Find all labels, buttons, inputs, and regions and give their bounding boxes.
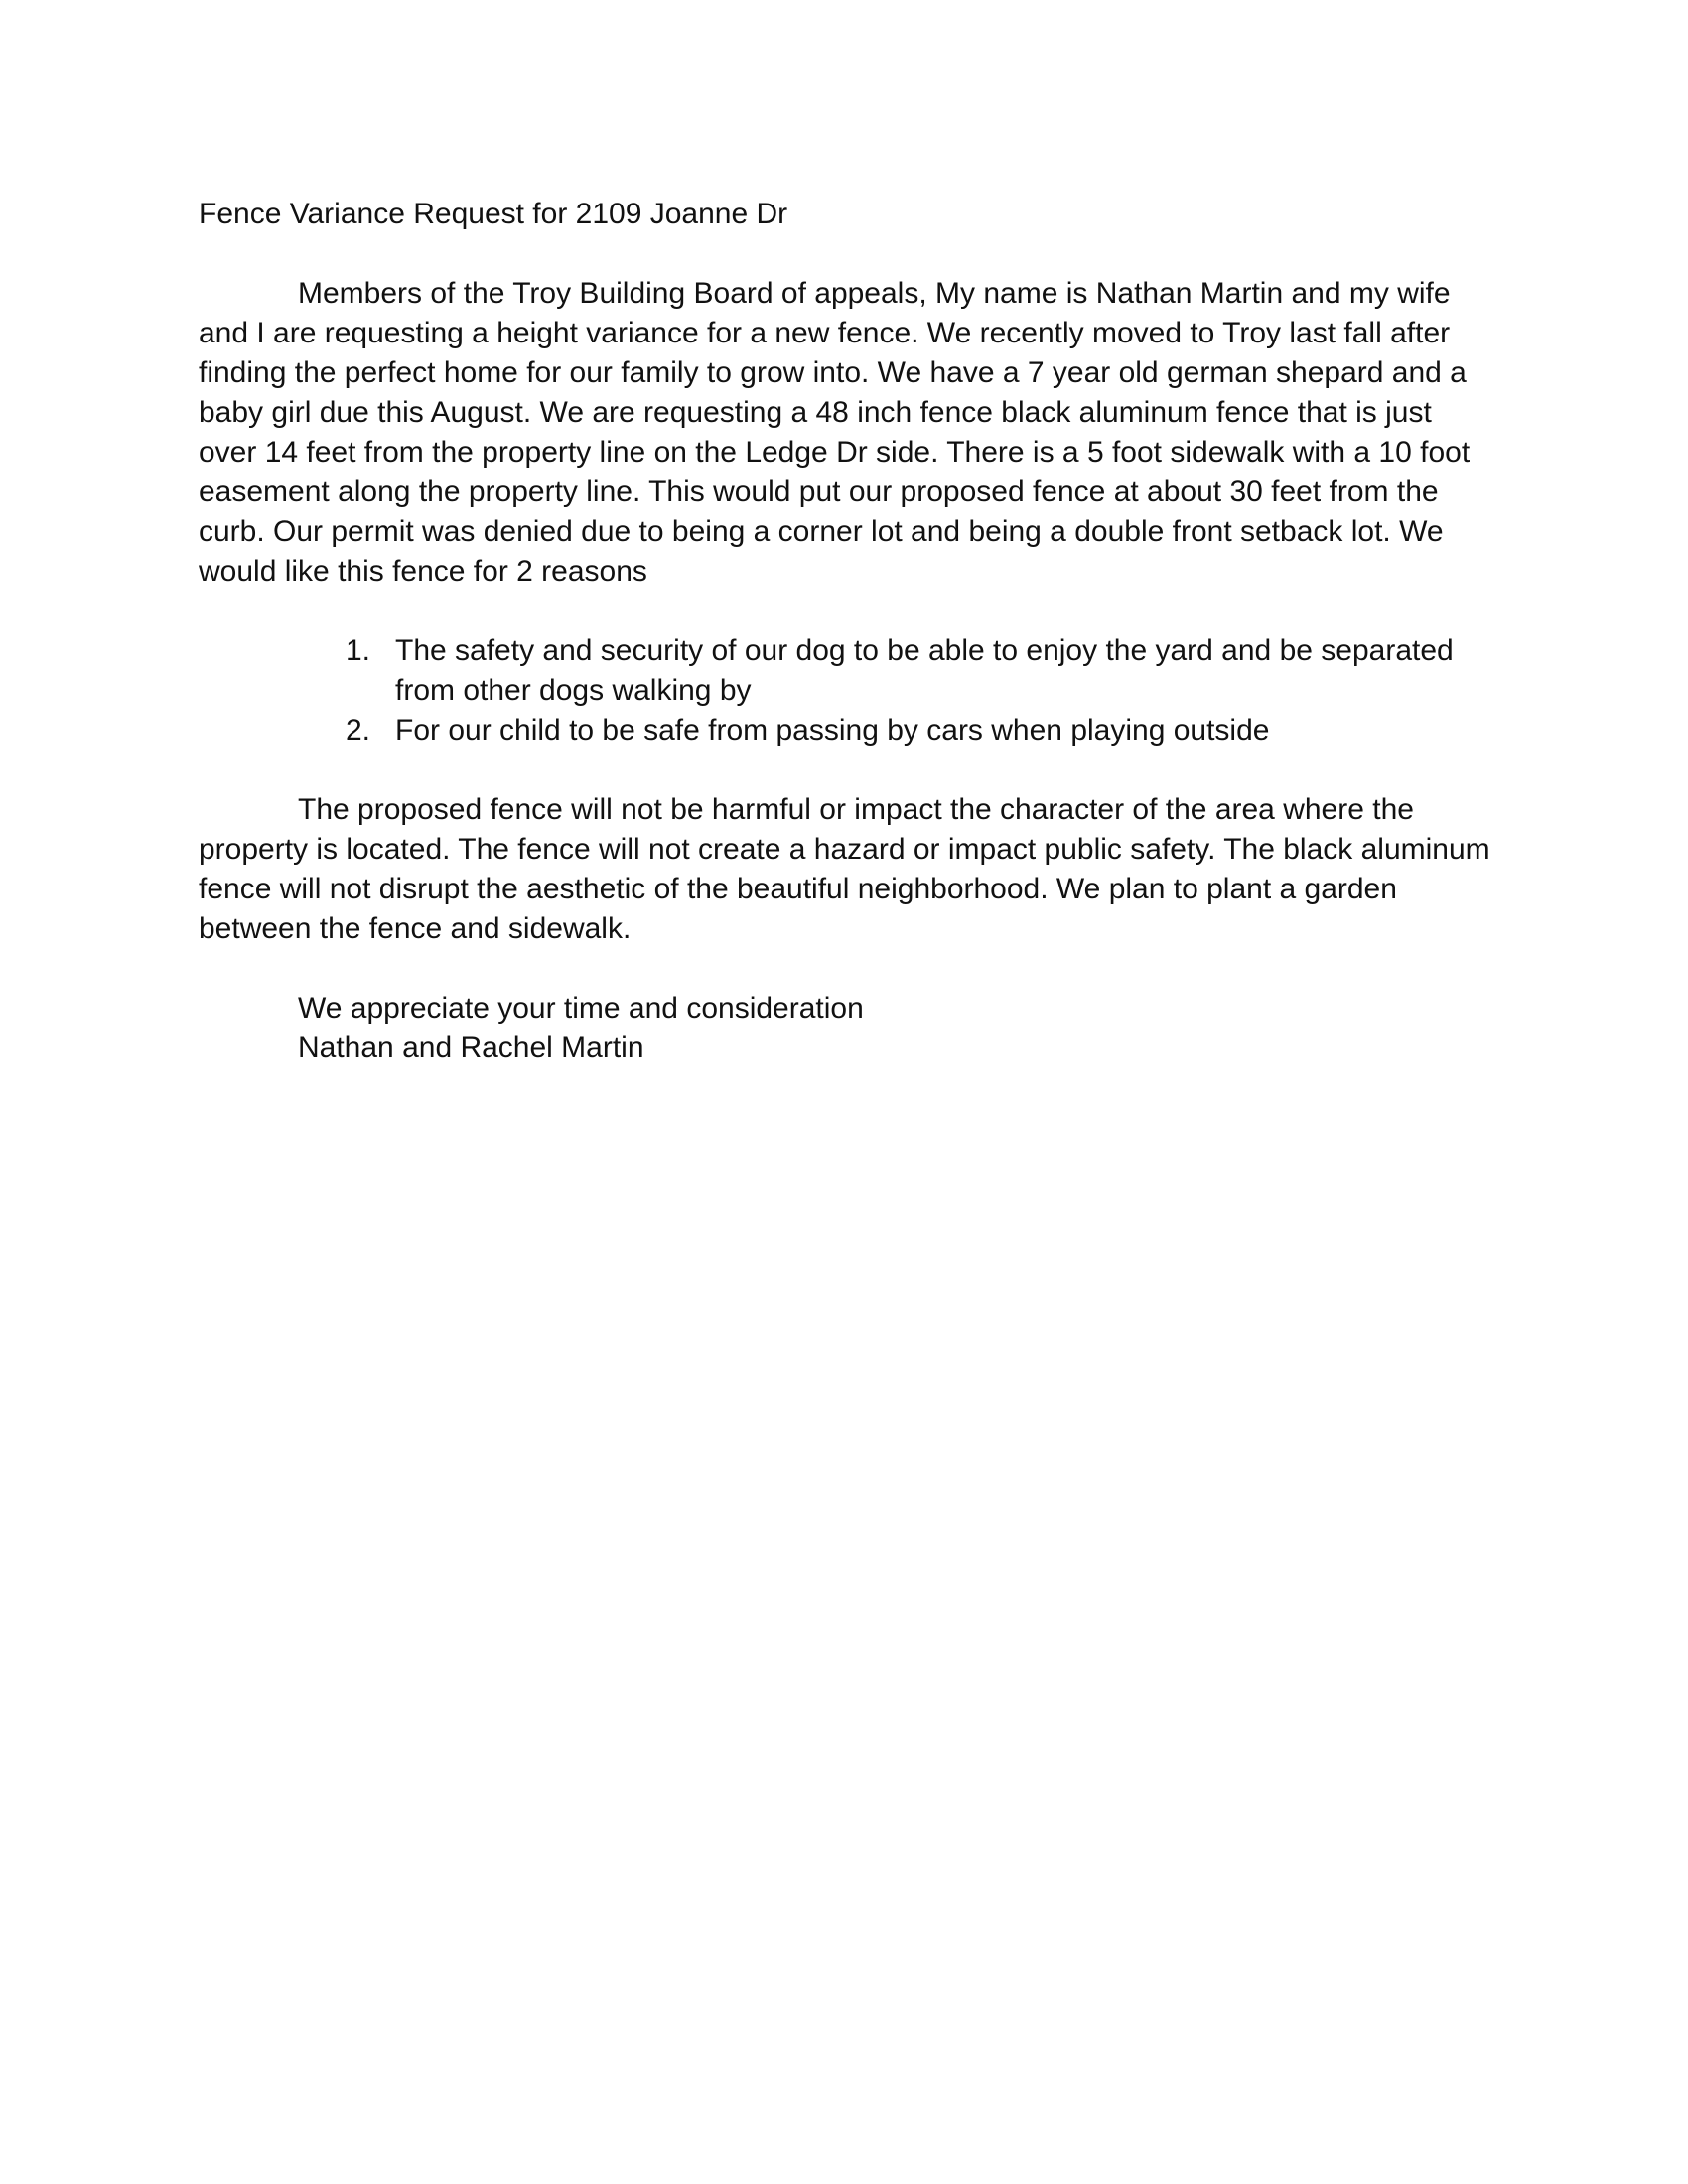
signature: Nathan and Rachel Martin — [298, 1031, 644, 1064]
intro-paragraph: Members of the Troy Building Board of appeals, My name is Nathan Martin and my wife and I are requesting a height variance for a new fence. We recently moved to Troy last fall after finding the perfect home for our family to grow into. We have a 7 year old german shepard and a baby girl due this August. We are requesting a 48 inch fence black aluminum fence that is just over 14 feet from the property line on the Ledge Dr side. There is a 5 foot sidewalk with a 10 foot easement along the property line. This would put our proposed fence at about 30 feet from the curb. Our permit was denied due to being a corner lot and being a double front setback lot. We would like this fence for 2 reasons — [199, 277, 1471, 588]
second-paragraph: The proposed fence will not be harmful or impact the character of the area where the property is located. The fence will not create a hazard or impact public safety. The black aluminum fence will not disrupt the aesthetic of the beautiful neighborhood. We plan to plant a garden between the fence and sidewalk. — [199, 793, 1490, 945]
document-body — [199, 195, 1494, 1068]
document-title: Fence Variance Request for 2109 Joanne Dr — [199, 198, 788, 230]
reasons-list — [199, 631, 1494, 751]
list-item — [199, 631, 1494, 711]
list-item — [199, 711, 1494, 751]
list-item-text: The safety and security of our dog to be able to enjoy the yard and be separated from other dogs walking by — [395, 634, 1454, 707]
closing-block — [298, 989, 1494, 1068]
list-item-number: 2. — [346, 714, 371, 747]
closing-line: We appreciate your time and consideration — [298, 992, 864, 1024]
list-item-text: For our child to be safe from passing by cars when playing outside — [395, 714, 1270, 747]
list-item-number: 1. — [346, 634, 371, 667]
